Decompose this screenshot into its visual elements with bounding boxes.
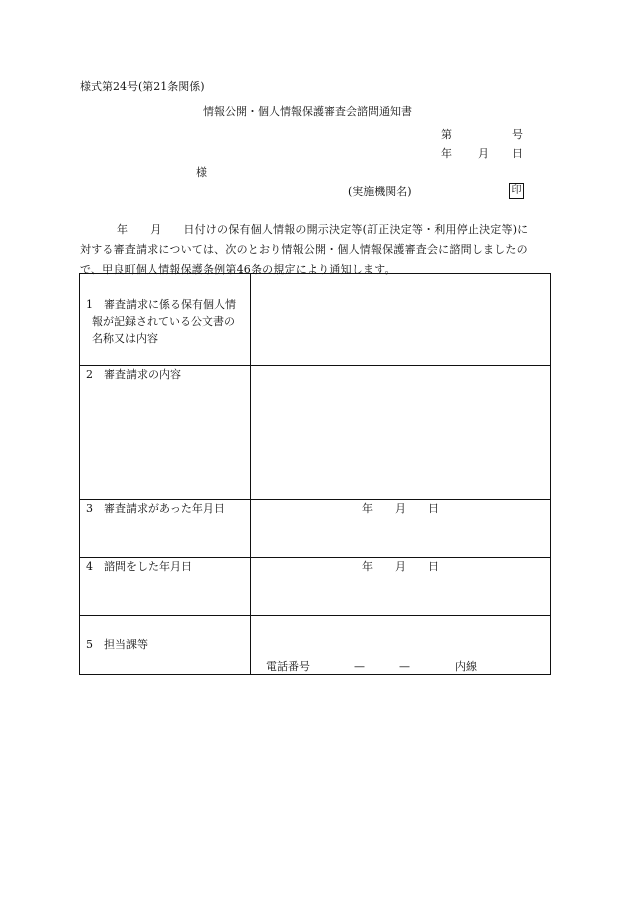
phone-dash-2: — (399, 660, 410, 673)
extension-label: 内線 (455, 660, 477, 673)
document-title: 情報公開・個人情報保護審査会諮問通知書 (203, 105, 412, 118)
row1-value-cell (251, 274, 551, 366)
form-number: 様式第24号(第21条関係) (80, 80, 205, 93)
phone-row (266, 660, 477, 674)
body-line-1-text: 日付けの保有個人情報の開示決定等(訂正決定等・利用停止決定等)に (183, 223, 529, 236)
row2-value-cell (251, 366, 551, 500)
row3-value-cell (251, 500, 551, 558)
row1-number: 1 (86, 298, 93, 311)
row3-month: 月 (395, 502, 406, 515)
row5-number: 5 (86, 638, 93, 651)
row1-label-line1: 審査請求に係る保有個人情 (104, 298, 236, 311)
issue-date-day: 日 (512, 147, 523, 160)
row4-year: 年 (362, 560, 373, 573)
row3-label-cell (80, 500, 251, 558)
row4-month: 月 (395, 560, 406, 573)
issue-date-year: 年 (441, 147, 452, 160)
table-row (80, 366, 551, 500)
row3-label: 審査請求があった年月日 (104, 502, 225, 515)
notice-body (80, 220, 552, 280)
phone-label: 電話番号 (266, 660, 310, 673)
row3-number: 3 (86, 501, 93, 515)
row3-year: 年 (362, 502, 373, 515)
row1-label-line2: 報が記録されている公文書の (92, 315, 235, 328)
notice-line-1 (80, 220, 552, 240)
row4-label-cell (80, 558, 251, 616)
row4-label: 諮問をした年月日 (104, 560, 192, 573)
row3-day: 日 (428, 502, 439, 515)
table-row (80, 500, 551, 558)
number-prefix: 第 (441, 128, 452, 141)
addressee-honorific: 様 (196, 166, 207, 179)
notice-line-3: で、甲良町個人情報保護条例第46条の規定により通知します。 (80, 263, 396, 276)
row2-label: 審査請求の内容 (104, 368, 181, 381)
issue-date-month: 月 (478, 147, 489, 160)
row4-day: 日 (428, 560, 439, 573)
notice-table (79, 273, 551, 675)
row4-number: 4 (86, 559, 93, 573)
row5-label: 担当課等 (104, 638, 148, 651)
row4-value-cell (251, 558, 551, 616)
row1-label-cell (80, 274, 251, 366)
phone-dash-1: — (354, 660, 365, 673)
row2-label-cell (80, 366, 251, 500)
body-year: 年 (117, 223, 129, 236)
number-suffix: 号 (512, 128, 523, 141)
row1-label-line3: 名称又は内容 (92, 332, 158, 345)
implementing-agency-label: (実施機関名) (348, 185, 412, 198)
table-row (80, 274, 551, 366)
row2-number: 2 (86, 367, 93, 381)
seal-mark: 印 (509, 183, 524, 199)
notice-line-2: 対する審査請求については、次のとおり情報公開・個人情報保護審査会に諮問しましたの (80, 243, 528, 256)
table-row (80, 558, 551, 616)
body-month: 月 (150, 223, 162, 236)
row5-label-cell (80, 616, 251, 675)
